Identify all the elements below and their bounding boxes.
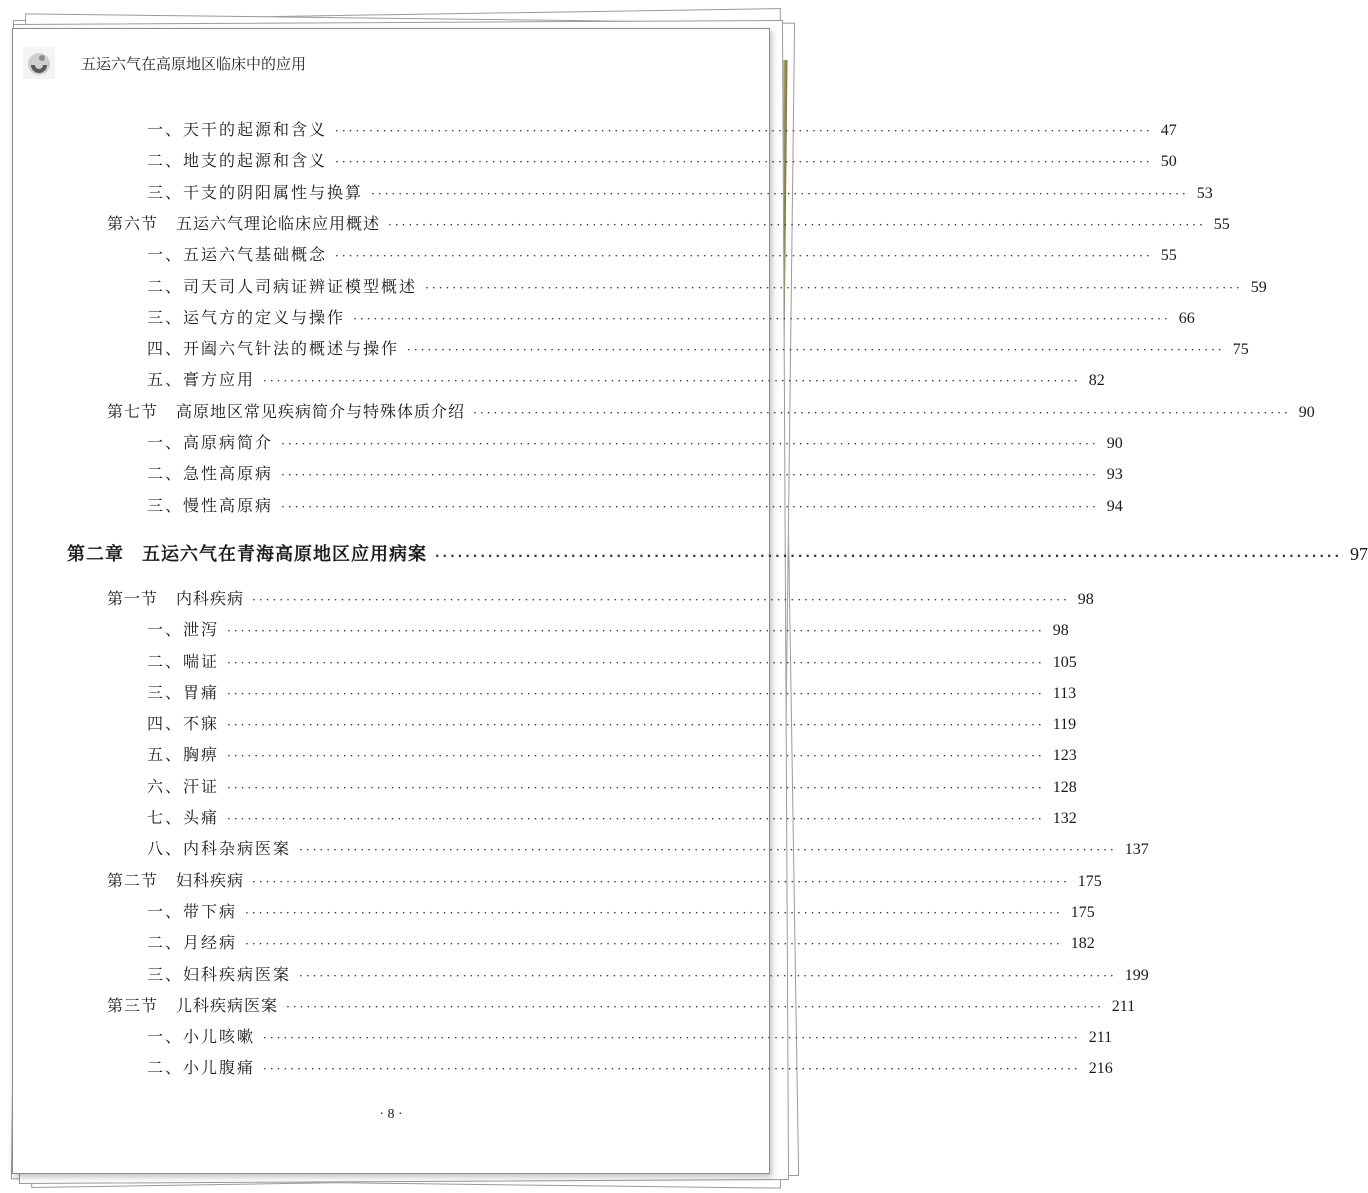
toc-page-number: 93 (1106, 466, 1123, 484)
book-title: 五运六气在高原地区临床中的应用 (81, 55, 307, 73)
running-header (23, 45, 743, 85)
toc-entry-item[interactable] (147, 930, 1095, 953)
toc-entry-item[interactable] (147, 962, 1149, 985)
toc-entry-label: 一、高原病简介 (147, 433, 274, 452)
toc-entry-item[interactable] (147, 461, 1123, 484)
toc-entry-label: 第二节 (107, 870, 159, 890)
toc-page-number: 50 (1160, 153, 1177, 171)
toc-entry-item[interactable] (147, 493, 1123, 516)
dot-leader: ························································································································ (245, 937, 1063, 952)
toc-page-number: 211 (1088, 1029, 1113, 1047)
toc-entry-label: 三、胃痛 (147, 682, 220, 702)
toc-page-number: 216 (1088, 1060, 1113, 1078)
dot-leader: ························································································································ (227, 655, 1045, 670)
toc-entry-item[interactable] (147, 774, 1077, 797)
dot-leader: ························································································································ (371, 186, 1189, 201)
toc-entry-label: 四、开阖六气针法的概述与操作 (147, 339, 400, 359)
toc-page-number: 90 (1106, 435, 1123, 452)
toc-entry-label: 二、月经病 (147, 933, 238, 953)
dot-leader: ························································································································ (335, 249, 1153, 264)
dot-leader: ························································································································ (435, 548, 1343, 563)
toc-page-number: 211 (1111, 997, 1136, 1015)
toc-entry-label: 一、五运六气基础概念 (147, 245, 328, 265)
dot-leader: ························································································································ (227, 686, 1045, 701)
toc-entry-label: 七、头痛 (147, 808, 220, 827)
toc-page-number: 132 (1052, 810, 1077, 827)
toc-page-number: 123 (1052, 747, 1077, 765)
dot-leader: ························································································································ (299, 968, 1117, 983)
dot-leader: ························································································································ (227, 812, 1045, 826)
toc-entry-item[interactable] (147, 430, 1123, 453)
toc-entry-item[interactable] (147, 242, 1177, 265)
toc-entry-label: 一、天干的起源和含义 (147, 120, 328, 139)
toc-entry-label: 第二章 (67, 543, 124, 565)
toc-entry-label: 一、小儿咳嗽 (147, 1027, 256, 1047)
dot-leader: ························································································································ (299, 843, 1117, 858)
dot-leader: ························································································································ (473, 405, 1291, 420)
toc-page-number: 199 (1124, 966, 1149, 984)
dot-leader: ························································································································ (252, 874, 1070, 889)
toc-page-number: 175 (1070, 903, 1095, 921)
dot-leader: ························································································································ (263, 374, 1081, 389)
toc-entry-label: 三、慢性高原病 (147, 495, 274, 515)
toc-entry-item[interactable] (147, 617, 1069, 640)
dot-leader: ························································································································ (281, 499, 1099, 514)
toc-entry-section[interactable] (107, 399, 1315, 422)
toc-entry-section[interactable] (107, 868, 1102, 891)
dot-leader: ························································································································ (252, 592, 1070, 607)
toc-page-number: 119 (1052, 716, 1077, 734)
toc-entry-section[interactable] (107, 211, 1230, 234)
toc-page-number: 175 (1077, 872, 1102, 890)
toc-entry-section[interactable] (107, 586, 1094, 609)
dot-leader: ························································································································ (227, 718, 1045, 733)
toc-entry-item[interactable] (147, 1024, 1113, 1047)
toc-page-number: 105 (1052, 653, 1077, 671)
dot-leader: ························································································································ (425, 280, 1243, 295)
toc-entry-label: 二、地支的起源和含义 (147, 151, 328, 171)
toc-entry-title: 内科疾病 (176, 588, 245, 608)
dot-leader: ························································································································ (245, 905, 1063, 920)
dot-leader: ························································································································ (335, 155, 1153, 170)
toc-entry-chapter[interactable] (67, 540, 1368, 566)
toc-entry-item[interactable] (147, 180, 1213, 203)
dot-leader: ························································································································ (227, 749, 1045, 764)
toc-entry-label: 三、干支的阴阳属性与换算 (147, 182, 364, 202)
toc-entry-label: 第七节 (107, 401, 159, 421)
dot-leader: ························································································································ (281, 468, 1099, 483)
toc-entry-item[interactable] (147, 836, 1149, 859)
toc-page-number: 128 (1052, 778, 1077, 796)
dot-leader: ························································································································ (388, 217, 1206, 232)
toc-entry-item[interactable] (147, 117, 1177, 140)
toc-entry-title: 高原地区常见疾病简介与特殊体质介绍 (176, 401, 466, 421)
toc-page-number: 55 (1213, 215, 1230, 233)
dot-leader: ························································································································ (353, 311, 1171, 326)
toc-entry-label: 二、司天司人司病证辨证模型概述 (147, 276, 418, 296)
dot-leader: ························································································································ (263, 1031, 1081, 1046)
toc-entry-item[interactable] (147, 899, 1095, 922)
toc-entry-item[interactable] (147, 711, 1077, 734)
toc-entry-item[interactable] (147, 367, 1105, 390)
toc-page-number: 59 (1250, 278, 1267, 296)
toc-page-number: 66 (1178, 309, 1195, 327)
toc-page-number: 182 (1070, 935, 1095, 953)
toc-entry-label: 二、小儿腹痛 (147, 1058, 256, 1078)
toc-entry-title: 妇科疾病 (176, 870, 245, 890)
dot-leader: ························································································································ (286, 999, 1104, 1014)
toc-entry-item[interactable] (147, 1055, 1113, 1078)
toc-entry-label: 八、内科杂病医案 (147, 839, 292, 859)
toc-page (12, 28, 1368, 1174)
toc-entry-label: 第六节 (107, 213, 159, 233)
toc-entry-label: 五、胸痹 (147, 745, 220, 765)
dot-leader: ························································································································ (281, 437, 1099, 451)
toc-entry-label: 四、不寐 (147, 714, 220, 734)
toc-entry-label: 第一节 (107, 588, 159, 608)
toc-page-number: 113 (1052, 684, 1077, 702)
toc-page-number: 82 (1088, 372, 1105, 390)
toc-entry-item[interactable] (147, 805, 1077, 828)
dot-leader: ························································································································ (407, 343, 1225, 358)
toc-entry-section[interactable] (107, 993, 1136, 1016)
toc-page-number: 137 (1124, 841, 1149, 859)
toc-page-number: 98 (1077, 590, 1094, 608)
page-number: · 8 · (379, 1107, 403, 1122)
toc-entry-item[interactable] (147, 680, 1077, 703)
toc-entry-label: 二、急性高原病 (147, 464, 274, 484)
toc-entry-title: 五运六气在青海高原地区应用病案 (142, 543, 427, 565)
toc-page-number: 75 (1232, 341, 1249, 359)
dot-leader: ························································································································ (227, 624, 1045, 639)
publisher-logo-icon (23, 47, 55, 79)
toc-entry-label: 一、带下病 (147, 901, 238, 921)
toc-entry-item[interactable] (147, 336, 1249, 359)
toc-entry-label: 第三节 (107, 995, 159, 1015)
toc-entry-label: 五、膏方应用 (147, 370, 256, 390)
toc-page-number: 97 (1350, 543, 1368, 564)
dot-leader: ························································································································ (263, 1062, 1081, 1077)
toc-entry-item[interactable] (147, 274, 1267, 297)
dot-leader: ························································································································ (227, 780, 1045, 795)
toc-entry-item[interactable] (147, 742, 1077, 765)
toc-entry-title: 儿科疾病医案 (176, 995, 279, 1015)
toc-entry-item[interactable] (147, 649, 1077, 672)
toc-page-number: 53 (1196, 184, 1213, 202)
toc-entry-item[interactable] (147, 305, 1195, 328)
toc-entry-label: 六、汗证 (147, 776, 220, 796)
toc-entry-label: 一、泄泻 (147, 620, 220, 640)
toc-entry-item[interactable] (147, 148, 1177, 171)
toc-page-number: 90 (1298, 403, 1315, 421)
toc-page-number: 55 (1160, 247, 1177, 265)
toc-page-number: 98 (1052, 622, 1069, 640)
dot-leader: ························································································································ (335, 124, 1153, 138)
toc-entry-label: 三、妇科疾病医案 (147, 964, 292, 984)
toc-page-number: 94 (1106, 497, 1123, 515)
toc-page-number: 47 (1160, 122, 1177, 139)
toc-entry-label: 三、运气方的定义与操作 (147, 307, 346, 327)
toc-entry-title: 五运六气理论临床应用概述 (176, 213, 381, 233)
toc-entry-label: 二、喘证 (147, 651, 220, 671)
